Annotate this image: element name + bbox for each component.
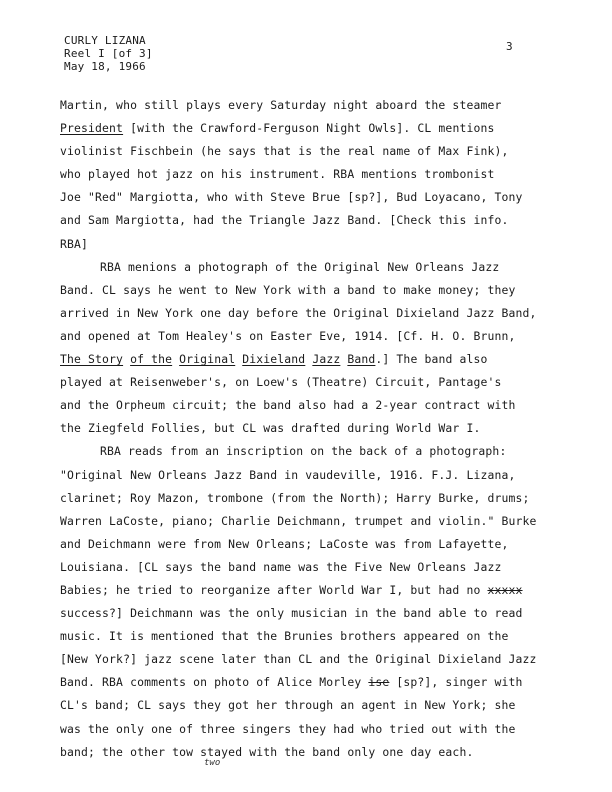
struck-text: ise — [368, 675, 390, 690]
text-segment: arrived in New York one day before the Original Dixieland Jazz Band, — [60, 305, 537, 320]
underlined-text: Dixieland — [242, 352, 306, 367]
text-line — [60, 233, 550, 256]
text-line — [60, 602, 550, 625]
text-line — [60, 417, 550, 440]
text-segment: the Ziegfeld Follies, but CL was drafted during World War I. — [60, 421, 481, 436]
text-segment: music. It is mentioned that the Brunies brothers appeared on the — [60, 629, 509, 644]
text-line — [60, 279, 550, 302]
text-line — [60, 741, 550, 764]
interview-date: May 18, 1966 — [64, 60, 146, 73]
transcript-body — [60, 94, 550, 764]
underlined-text: of the — [130, 352, 173, 367]
text-line — [60, 579, 550, 602]
reel-label: Reel I [of 3] — [64, 47, 153, 60]
text-line — [60, 625, 550, 648]
text-segment: was the only one of three singers they had who tried out with the — [60, 721, 516, 736]
interviewee-name: CURLY LIZANA — [64, 34, 146, 47]
text-segment: Band. RBA comments on photo of Alice Morley — [60, 675, 369, 690]
text-line — [60, 94, 550, 117]
underlined-text: Band — [347, 352, 376, 367]
text-segment: who played hot jazz on his instrument. RBA mentions trombonist — [60, 167, 495, 182]
text-segment: [sp?], singer with — [389, 675, 523, 690]
text-segment: played at Reisenweber's, on Loew's (Theatre) Circuit, Pantage's — [60, 375, 502, 390]
text-line — [60, 117, 550, 140]
text-line — [60, 510, 550, 533]
text-segment: "Original New Orleans Jazz Band in vaudeville, 1916. F.J. Lizana, — [60, 467, 516, 482]
text-segment: and the Orpheum circuit; the band also had a 2-year contract with — [60, 398, 516, 413]
text-line — [60, 487, 550, 510]
text-segment: CL's band; CL says they got her through an agent in New York; she — [60, 698, 516, 713]
underlined-text: Jazz — [312, 352, 341, 367]
text-line — [60, 348, 550, 371]
text-segment: Warren LaCoste, piano; Charlie Deichmann, trumpet and violin." Burke — [60, 513, 537, 528]
text-segment: .] The band also — [375, 352, 488, 367]
text-line — [60, 140, 550, 163]
text-segment: RBA menions a photograph of the Original New Orleans Jazz — [100, 259, 500, 274]
text-segment: Louisiana. [CL says the band name was the Five New Orleans Jazz — [60, 559, 502, 574]
text-segment: and Sam Margiotta, had the Triangle Jazz Band. [Check this info. — [60, 213, 509, 228]
text-line — [60, 671, 550, 694]
text-line — [60, 394, 550, 417]
text-segment: [New York?] jazz scene later than CL and the Original Dixieland Jazz — [60, 652, 537, 667]
text-line — [60, 556, 550, 579]
text-segment: success?] Deichmann was the only musician in the band able to read — [60, 606, 523, 621]
text-segment: Babies; he tried to reorganize after World War I, but had no — [60, 582, 488, 597]
text-segment: Joe "Red" Margiotta, who with Steve Brue [sp?], Bud Loyacano, Tony — [60, 190, 523, 205]
text-segment: RBA reads from an inscription on the back of a photograph: — [100, 444, 507, 459]
text-segment: Martin, who still plays every Saturday night aboard the steamer — [60, 98, 502, 112]
text-segment: and Deichmann were from New Orleans; LaCoste was from Lafayette, — [60, 536, 509, 551]
text-line — [60, 302, 550, 325]
text-line — [60, 186, 550, 209]
text-segment: violinist Fischbein (he says that is the real name of Max Fink), — [60, 144, 509, 159]
text-segment: Band. CL says he went to New York with a band to make money; they — [60, 282, 516, 297]
text-segment: band; the other tow stayed with the band only one day each. — [60, 744, 474, 759]
document-header — [64, 34, 153, 73]
text-line — [60, 371, 550, 394]
text-segment: RBA] — [60, 236, 89, 251]
text-line — [60, 209, 550, 232]
text-line — [60, 440, 550, 463]
text-line — [60, 533, 550, 556]
text-line — [60, 694, 550, 717]
text-line — [60, 648, 550, 671]
underlined-text: The Story — [60, 352, 124, 367]
underlined-text: Original — [179, 352, 236, 367]
text-line — [60, 163, 550, 186]
text-line — [60, 256, 550, 279]
struck-text: xxxxx — [487, 582, 523, 597]
text-segment: and opened at Tom Healey's on Easter Eve, 1914. [Cf. H. O. Brunn, — [60, 328, 516, 343]
page-number: 3 — [506, 40, 513, 53]
handwritten-correction: two — [204, 758, 221, 768]
underlined-text: President — [60, 121, 124, 136]
text-line — [60, 325, 550, 348]
text-segment: clarinet; Roy Mazon, trombone (from the North); Harry Burke, drums; — [60, 490, 530, 505]
text-segment: [with the Crawford-Ferguson Night Owls]. CL mentions — [123, 121, 495, 136]
text-line — [60, 464, 550, 487]
text-line — [60, 718, 550, 741]
